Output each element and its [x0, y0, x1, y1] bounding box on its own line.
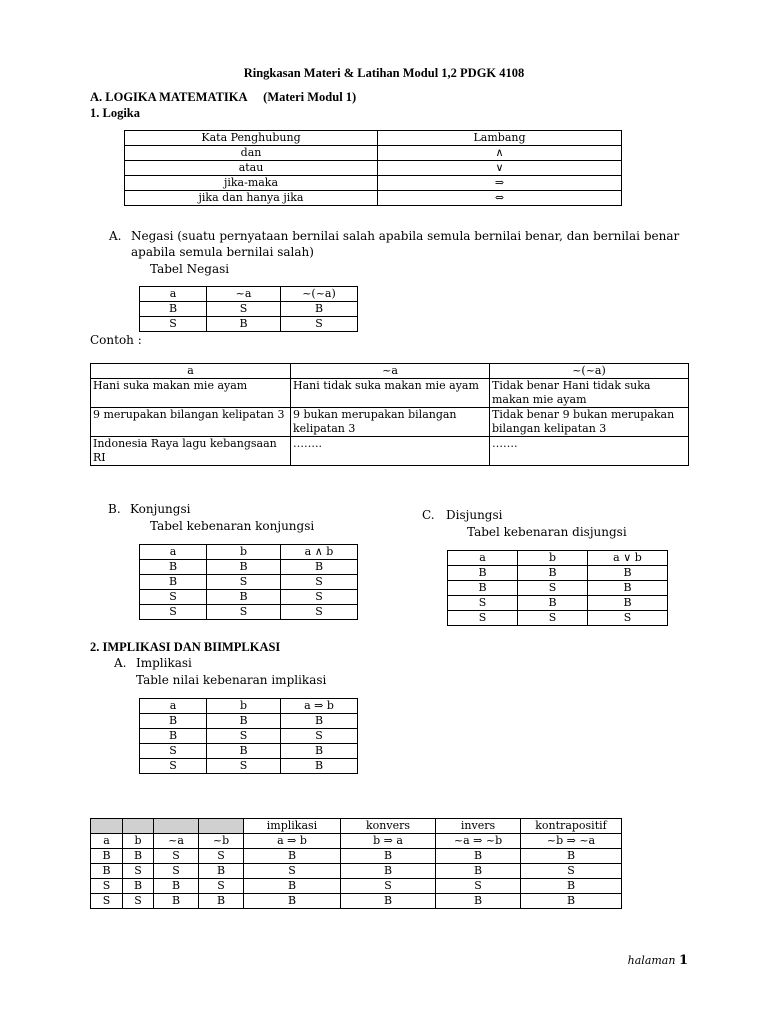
table-row: [91, 437, 689, 466]
table-cell: ⇒: [378, 176, 622, 191]
section-a-note: (Materi Modul 1): [263, 90, 357, 104]
table-row: [140, 560, 358, 575]
table-cell: B: [281, 759, 358, 774]
page-title: Ringkasan Materi & Latihan Modul 1,2 PDGK 4108: [243, 66, 525, 80]
column-header: b: [207, 545, 281, 560]
table-cell: B: [123, 849, 154, 864]
table-row: [91, 879, 622, 894]
table-row: [125, 161, 622, 176]
table-cell: B: [91, 849, 123, 864]
table-cell: S: [518, 611, 588, 626]
table-cell: B: [140, 729, 207, 744]
column-header: a: [140, 699, 207, 714]
table-cell: S: [207, 605, 281, 620]
table-cell: B: [448, 581, 518, 596]
column-header: ~b: [199, 834, 244, 849]
table-cell: S: [281, 317, 358, 332]
page-number: 1: [678, 953, 688, 968]
table-cell: S: [199, 879, 244, 894]
table-cell: B: [521, 849, 622, 864]
table-cell: …….: [490, 437, 689, 466]
table-cell: B: [140, 302, 207, 317]
table-cell: B: [341, 864, 436, 879]
contoh-label: Contoh :: [90, 333, 142, 347]
table-row: [140, 605, 358, 620]
negasi-text-1: Negasi (suatu pernyataan bernilai salah apabila semula bernilai benar, dan bernilai benar: [131, 229, 680, 243]
table-cell: B: [207, 744, 281, 759]
column-header: b: [207, 699, 281, 714]
table-cell: S: [448, 596, 518, 611]
column-header: ~a: [207, 287, 281, 302]
table-row: [140, 744, 358, 759]
table-cell: B: [207, 590, 281, 605]
table-cell: ⇔: [378, 191, 622, 206]
table-cell: jika dan hanya jika: [125, 191, 378, 206]
table-cell: B: [207, 317, 281, 332]
table-cell: Tidak benar 9 bukan merupakan bilangan kelipatan 3: [490, 408, 689, 437]
table-cell: B: [91, 864, 123, 879]
group-header: implikasi: [244, 819, 341, 834]
table-row: [91, 894, 622, 909]
table-cell: S: [281, 729, 358, 744]
header-row: [91, 364, 689, 379]
table-row: [91, 408, 689, 437]
table-row: [125, 191, 622, 206]
table-cell: S: [281, 575, 358, 590]
table-cell: B: [341, 894, 436, 909]
table-cell: S: [518, 581, 588, 596]
header-row: [140, 545, 358, 560]
column-header: ~(~a): [490, 364, 689, 379]
column-header: a: [140, 545, 207, 560]
implikasi-table: [139, 698, 358, 774]
table-cell: S: [91, 879, 123, 894]
table-cell: S: [123, 894, 154, 909]
column-header: Lambang: [378, 131, 622, 146]
table-cell: 9 bukan merupakan bilangan kelipatan 3: [291, 408, 490, 437]
table-cell: S: [154, 849, 199, 864]
table-cell: S: [140, 590, 207, 605]
column-header: a ∧ b: [281, 545, 358, 560]
table-cell: B: [518, 566, 588, 581]
column-header: ~(~a): [281, 287, 358, 302]
column-header: a: [91, 364, 291, 379]
column-header: Kata Penghubung: [125, 131, 378, 146]
table-cell: S: [207, 575, 281, 590]
table-cell: S: [140, 744, 207, 759]
negasi-table-caption: Tabel Negasi: [150, 262, 230, 276]
table-cell: B: [123, 879, 154, 894]
table-cell: ……..: [291, 437, 490, 466]
table-cell: S: [341, 879, 436, 894]
connectives-table: [124, 130, 622, 206]
table-row: [125, 176, 622, 191]
table-row: [448, 566, 668, 581]
table-cell: B: [207, 714, 281, 729]
column-header: b: [123, 834, 154, 849]
table-cell: S: [588, 611, 668, 626]
negasi-table: [139, 286, 358, 332]
table-row: [140, 590, 358, 605]
table-cell: B: [436, 864, 521, 879]
table-row: [91, 864, 622, 879]
column-header: b ⇒ a: [341, 834, 436, 849]
table-cell: S: [521, 864, 622, 879]
table-cell: B: [436, 849, 521, 864]
table-row: [140, 759, 358, 774]
implikasi-konvers-invers-kontrapositif-table: [90, 818, 622, 909]
group-header: kontrapositif: [521, 819, 622, 834]
group-header: konvers: [341, 819, 436, 834]
header-row: [448, 551, 668, 566]
column-header: a ∨ b: [588, 551, 668, 566]
top-header-row: [91, 819, 622, 834]
implikasi-title: Implikasi: [136, 656, 192, 670]
konjungsi-title: Konjungsi: [130, 502, 191, 516]
table-row: [140, 729, 358, 744]
table-cell: Tidak benar Hani tidak suka makan mie ayam: [490, 379, 689, 408]
table-cell: B: [244, 849, 341, 864]
header-row: [140, 287, 358, 302]
table-cell: Hani suka makan mie ayam: [91, 379, 291, 408]
table-row: [448, 581, 668, 596]
table-cell: S: [140, 759, 207, 774]
header-row: [140, 699, 358, 714]
table-cell: S: [207, 729, 281, 744]
section-a-heading: [90, 90, 356, 105]
table-cell: B: [436, 894, 521, 909]
table-cell: B: [199, 864, 244, 879]
table-cell: B: [588, 596, 668, 611]
disjungsi-title: Disjungsi: [446, 508, 503, 522]
column-header: ~b ⇒ ~a: [521, 834, 622, 849]
table-cell: S: [140, 317, 207, 332]
table-cell: B: [199, 894, 244, 909]
column-header: b: [518, 551, 588, 566]
column-header: ~a: [291, 364, 490, 379]
table-cell: jika-maka: [125, 176, 378, 191]
table-cell: S: [199, 849, 244, 864]
table-row: [91, 849, 622, 864]
table-cell: 9 merupakan bilangan kelipatan 3: [91, 408, 291, 437]
header-row: [91, 834, 622, 849]
table-cell: S: [207, 759, 281, 774]
table-row: [140, 302, 358, 317]
table-cell: B: [518, 596, 588, 611]
column-header: ~a ⇒ ~b: [436, 834, 521, 849]
table-cell: B: [588, 566, 668, 581]
table-cell: B: [281, 560, 358, 575]
table-cell: S: [207, 302, 281, 317]
page-footer: [628, 953, 688, 968]
table-cell: ∨: [378, 161, 622, 176]
table-cell: Indonesia Raya lagu kebangsaan RI: [91, 437, 291, 466]
table-cell: B: [154, 879, 199, 894]
disjungsi-label: C.: [422, 508, 435, 522]
blank-header-cell: [154, 819, 199, 834]
table-cell: S: [140, 605, 207, 620]
implikasi-label: A.: [114, 656, 127, 670]
column-header: ~a: [154, 834, 199, 849]
table-cell: B: [281, 744, 358, 759]
table-cell: S: [436, 879, 521, 894]
konjungsi-caption: Tabel kebenaran konjungsi: [150, 519, 315, 533]
table-cell: B: [244, 894, 341, 909]
table-cell: ∧: [378, 146, 622, 161]
table-cell: B: [281, 302, 358, 317]
table-cell: S: [91, 894, 123, 909]
section-2-heading: 2. IMPLIKASI DAN BIIMPLKASI: [90, 640, 281, 654]
konjungsi-label: B.: [108, 502, 121, 516]
section-a-title: A. LOGIKA MATEMATIKA: [90, 90, 248, 104]
table-cell: B: [140, 714, 207, 729]
header-row: [125, 131, 622, 146]
negasi-text-2: apabila semula bernilai salah): [131, 245, 314, 259]
contoh-table: [90, 363, 689, 466]
table-cell: S: [244, 864, 341, 879]
table-cell: dan: [125, 146, 378, 161]
table-cell: B: [207, 560, 281, 575]
table-cell: B: [341, 849, 436, 864]
table-cell: Hani tidak suka makan mie ayam: [291, 379, 490, 408]
footer-label: halaman: [627, 954, 676, 967]
table-row: [140, 575, 358, 590]
table-cell: B: [588, 581, 668, 596]
table-cell: B: [448, 566, 518, 581]
table-row: [448, 596, 668, 611]
group-header: invers: [436, 819, 521, 834]
implikasi-caption: Table nilai kebenaran implikasi: [136, 673, 327, 687]
konjungsi-table: [139, 544, 358, 620]
table-cell: B: [140, 575, 207, 590]
disjungsi-caption: Tabel kebenaran disjungsi: [467, 525, 627, 539]
table-cell: atau: [125, 161, 378, 176]
table-row: [91, 379, 689, 408]
table-row: [140, 714, 358, 729]
column-header: a: [91, 834, 123, 849]
blank-header-cell: [91, 819, 123, 834]
table-row: [140, 317, 358, 332]
negasi-label: A.: [109, 229, 122, 243]
column-header: a: [140, 287, 207, 302]
table-cell: S: [281, 590, 358, 605]
table-cell: B: [244, 879, 341, 894]
column-header: a ⇒ b: [244, 834, 341, 849]
disjungsi-table: [447, 550, 668, 626]
subsection-logika: 1. Logika: [90, 106, 141, 120]
table-cell: S: [123, 864, 154, 879]
column-header: a ⇒ b: [281, 699, 358, 714]
table-cell: B: [521, 894, 622, 909]
table-row: [125, 146, 622, 161]
table-cell: B: [140, 560, 207, 575]
table-row: [448, 611, 668, 626]
table-cell: S: [281, 605, 358, 620]
table-cell: B: [281, 714, 358, 729]
column-header: a: [448, 551, 518, 566]
table-cell: B: [521, 879, 622, 894]
table-cell: B: [154, 894, 199, 909]
table-cell: S: [448, 611, 518, 626]
table-cell: S: [154, 864, 199, 879]
blank-header-cell: [123, 819, 154, 834]
blank-header-cell: [199, 819, 244, 834]
